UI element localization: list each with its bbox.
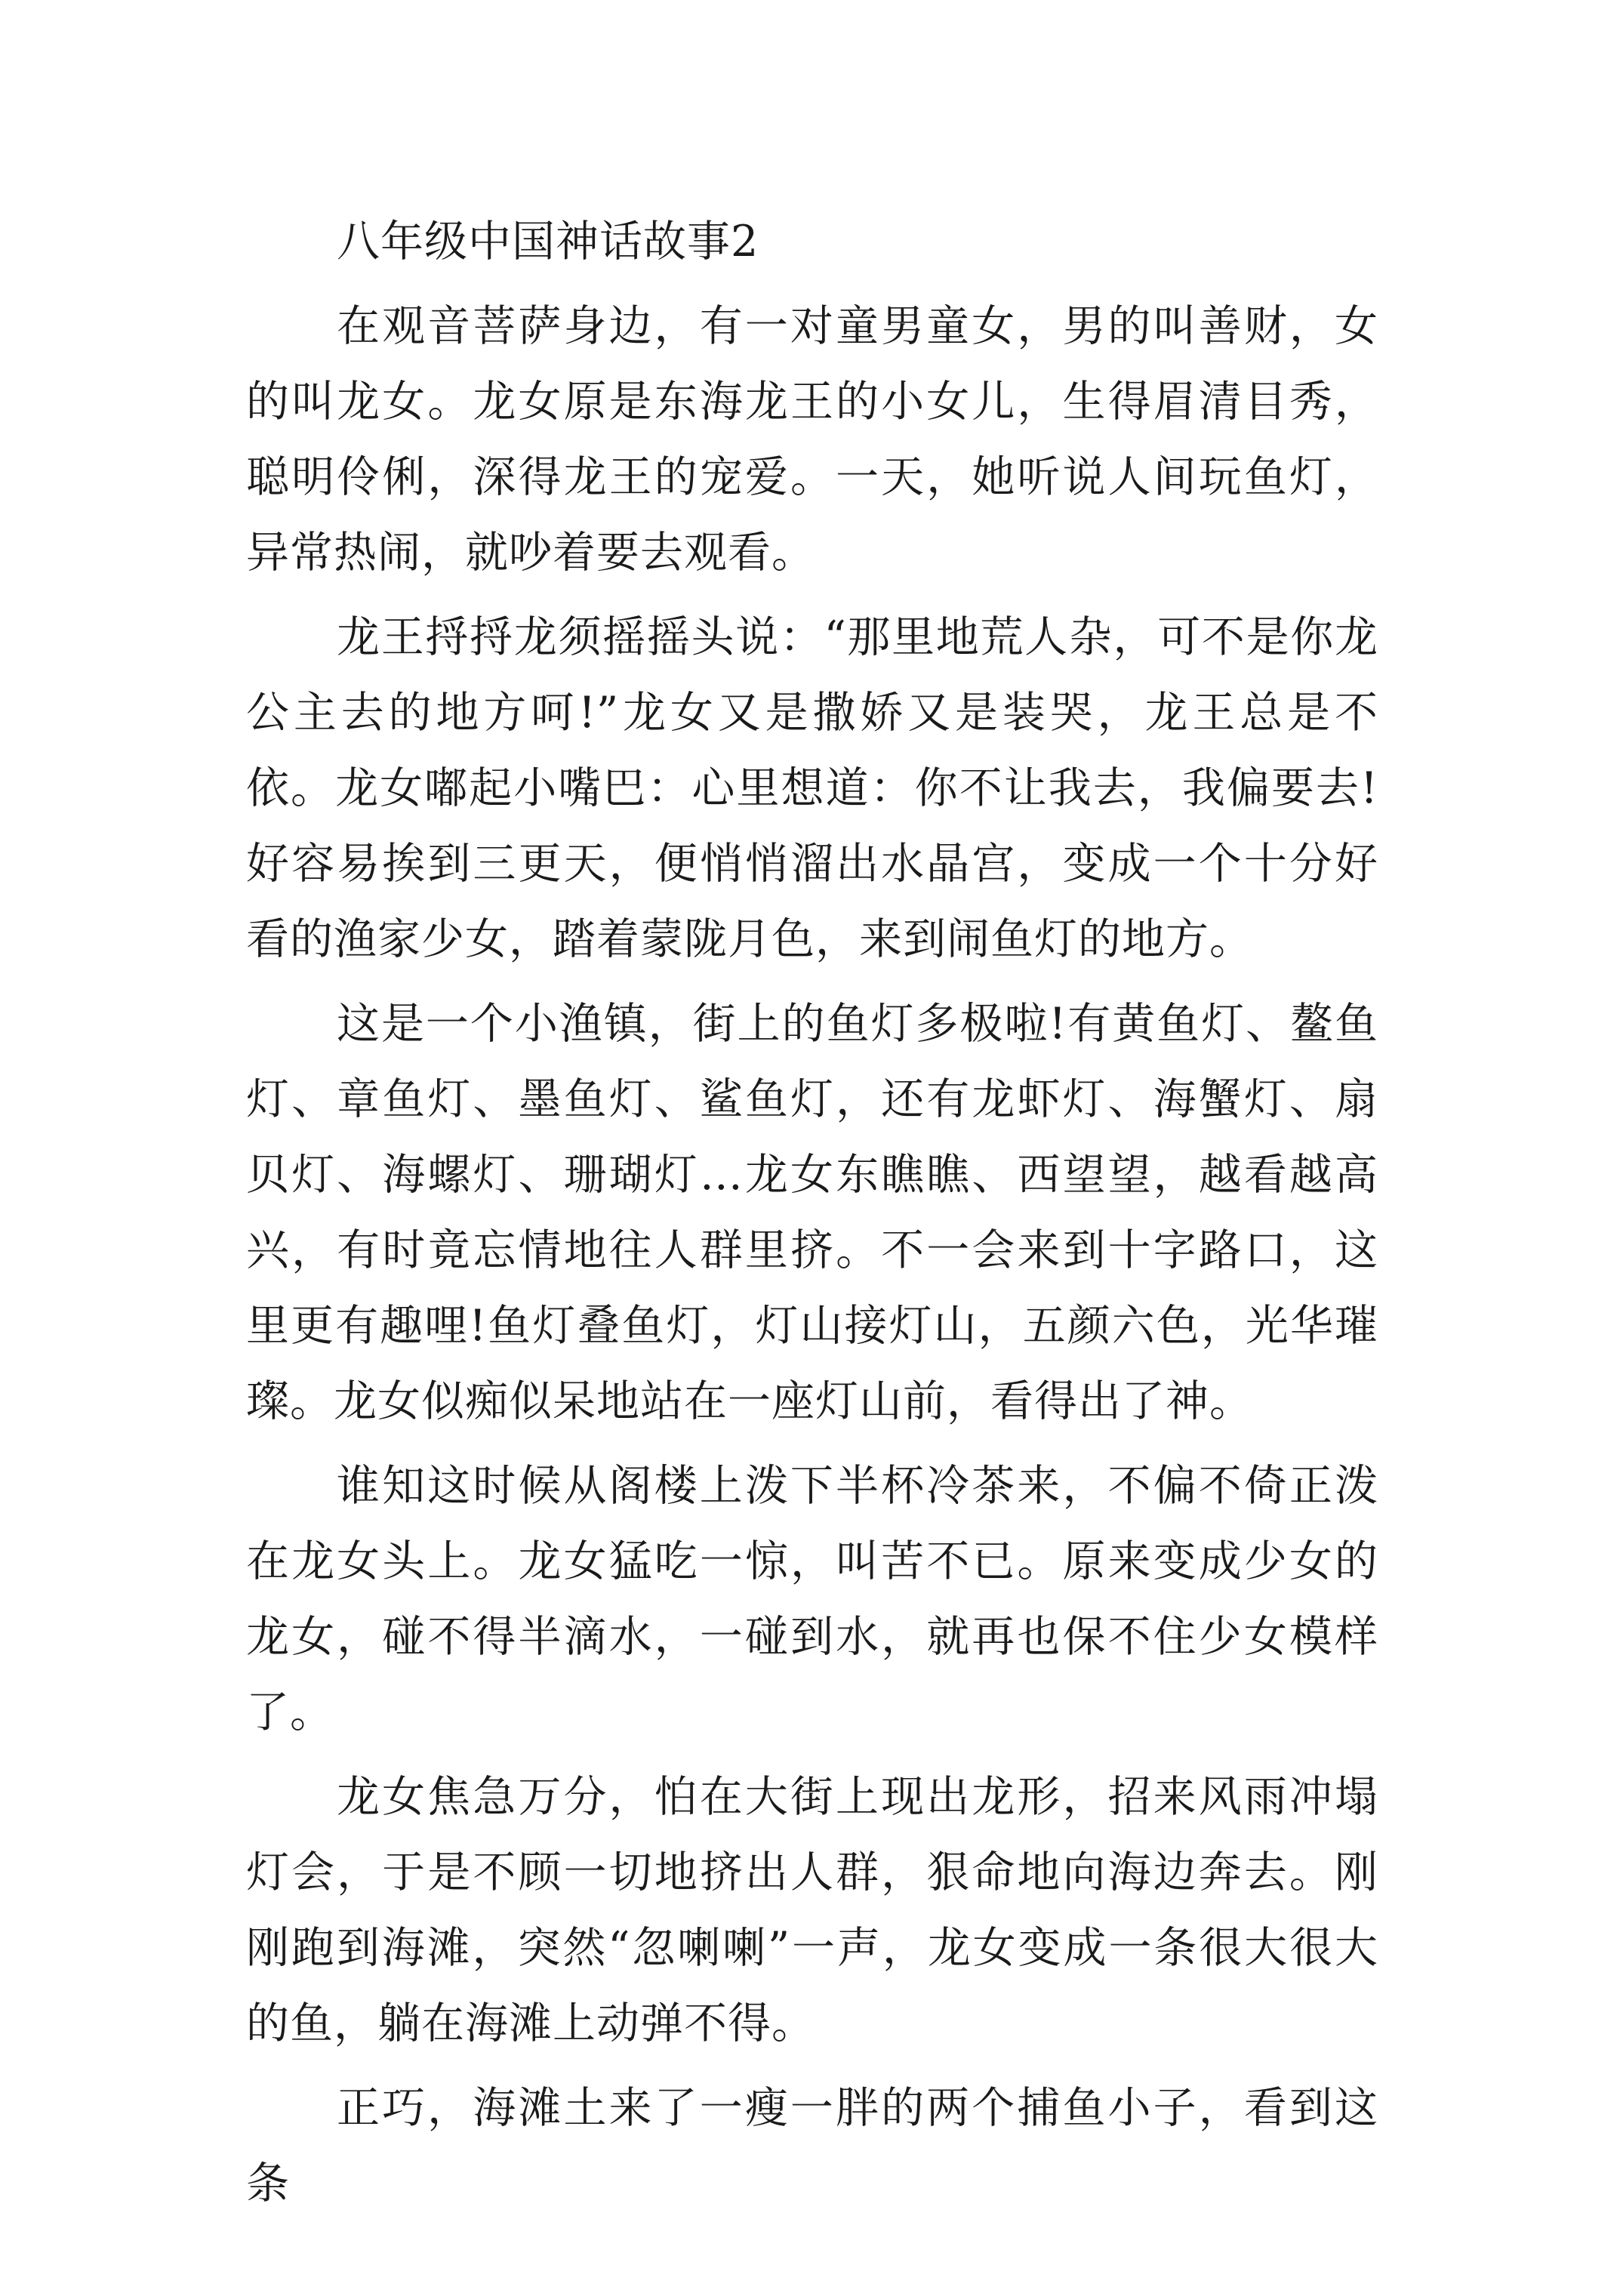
document-title: 八年级中国神话故事2	[337, 217, 759, 267]
paragraph-3: 这是一个小渔镇，街上的鱼灯多极啦!有黄鱼灯、鳌鱼灯、章鱼灯、墨鱼灯、鲨鱼灯，还有龙虾灯、海蟹灯、扇贝灯、海螺灯、珊瑚灯…龙女东瞧瞧、西望望，越看越高兴，有时竟忘情地往人群里挤。不一会来到十字路口，这里更有趣哩!鱼灯叠鱼灯，灯山接灯山，五颜六色，光华璀璨。龙女似痴似呆地站在一座灯山前，看得出了神。	[246, 999, 1378, 1426]
document-body	[246, 204, 1378, 2230]
paragraph-5: 龙女焦急万分，怕在大街上现出龙形，招来风雨冲塌灯会，于是不顾一切地挤出人群，狠命地向海边奔去。刚刚跑到海滩，突然“忽喇喇”一声，龙女变成一条很大很大的鱼，躺在海滩上动弹不得。	[246, 1772, 1378, 2048]
paragraph-4: 谁知这时候从阁楼上泼下半杯冷茶来，不偏不倚正泼在龙女头上。龙女猛吃一惊，叫苦不已。原来变成少女的龙女，碰不得半滴水，一碰到水，就再也保不住少女模样了。	[246, 1461, 1378, 1737]
paragraph-1: 在观音菩萨身边，有一对童男童女，男的叫善财，女的叫龙女。龙女原是东海龙王的小女儿，生得眉清目秀，聪明伶俐，深得龙王的宠爱。一天，她听说人间玩鱼灯，异常热闹，就吵着要去观看。	[246, 301, 1378, 578]
paragraph-2: 龙王捋捋龙须摇摇头说：“那里地荒人杂，可不是你龙公主去的地方呵!”龙女又是撒娇又是装哭，龙王总是不依。龙女嘟起小嘴巴：心里想道：你不让我去，我偏要去!好容易挨到三更天，便悄悄溜出水晶宫，变成一个十分好看的渔家少女，踏着蒙陇月色，来到闹鱼灯的地方。	[246, 612, 1378, 964]
paragraph-6: 正巧，海滩土来了一瘦一胖的两个捕鱼小子，看到这条	[246, 2083, 1378, 2208]
